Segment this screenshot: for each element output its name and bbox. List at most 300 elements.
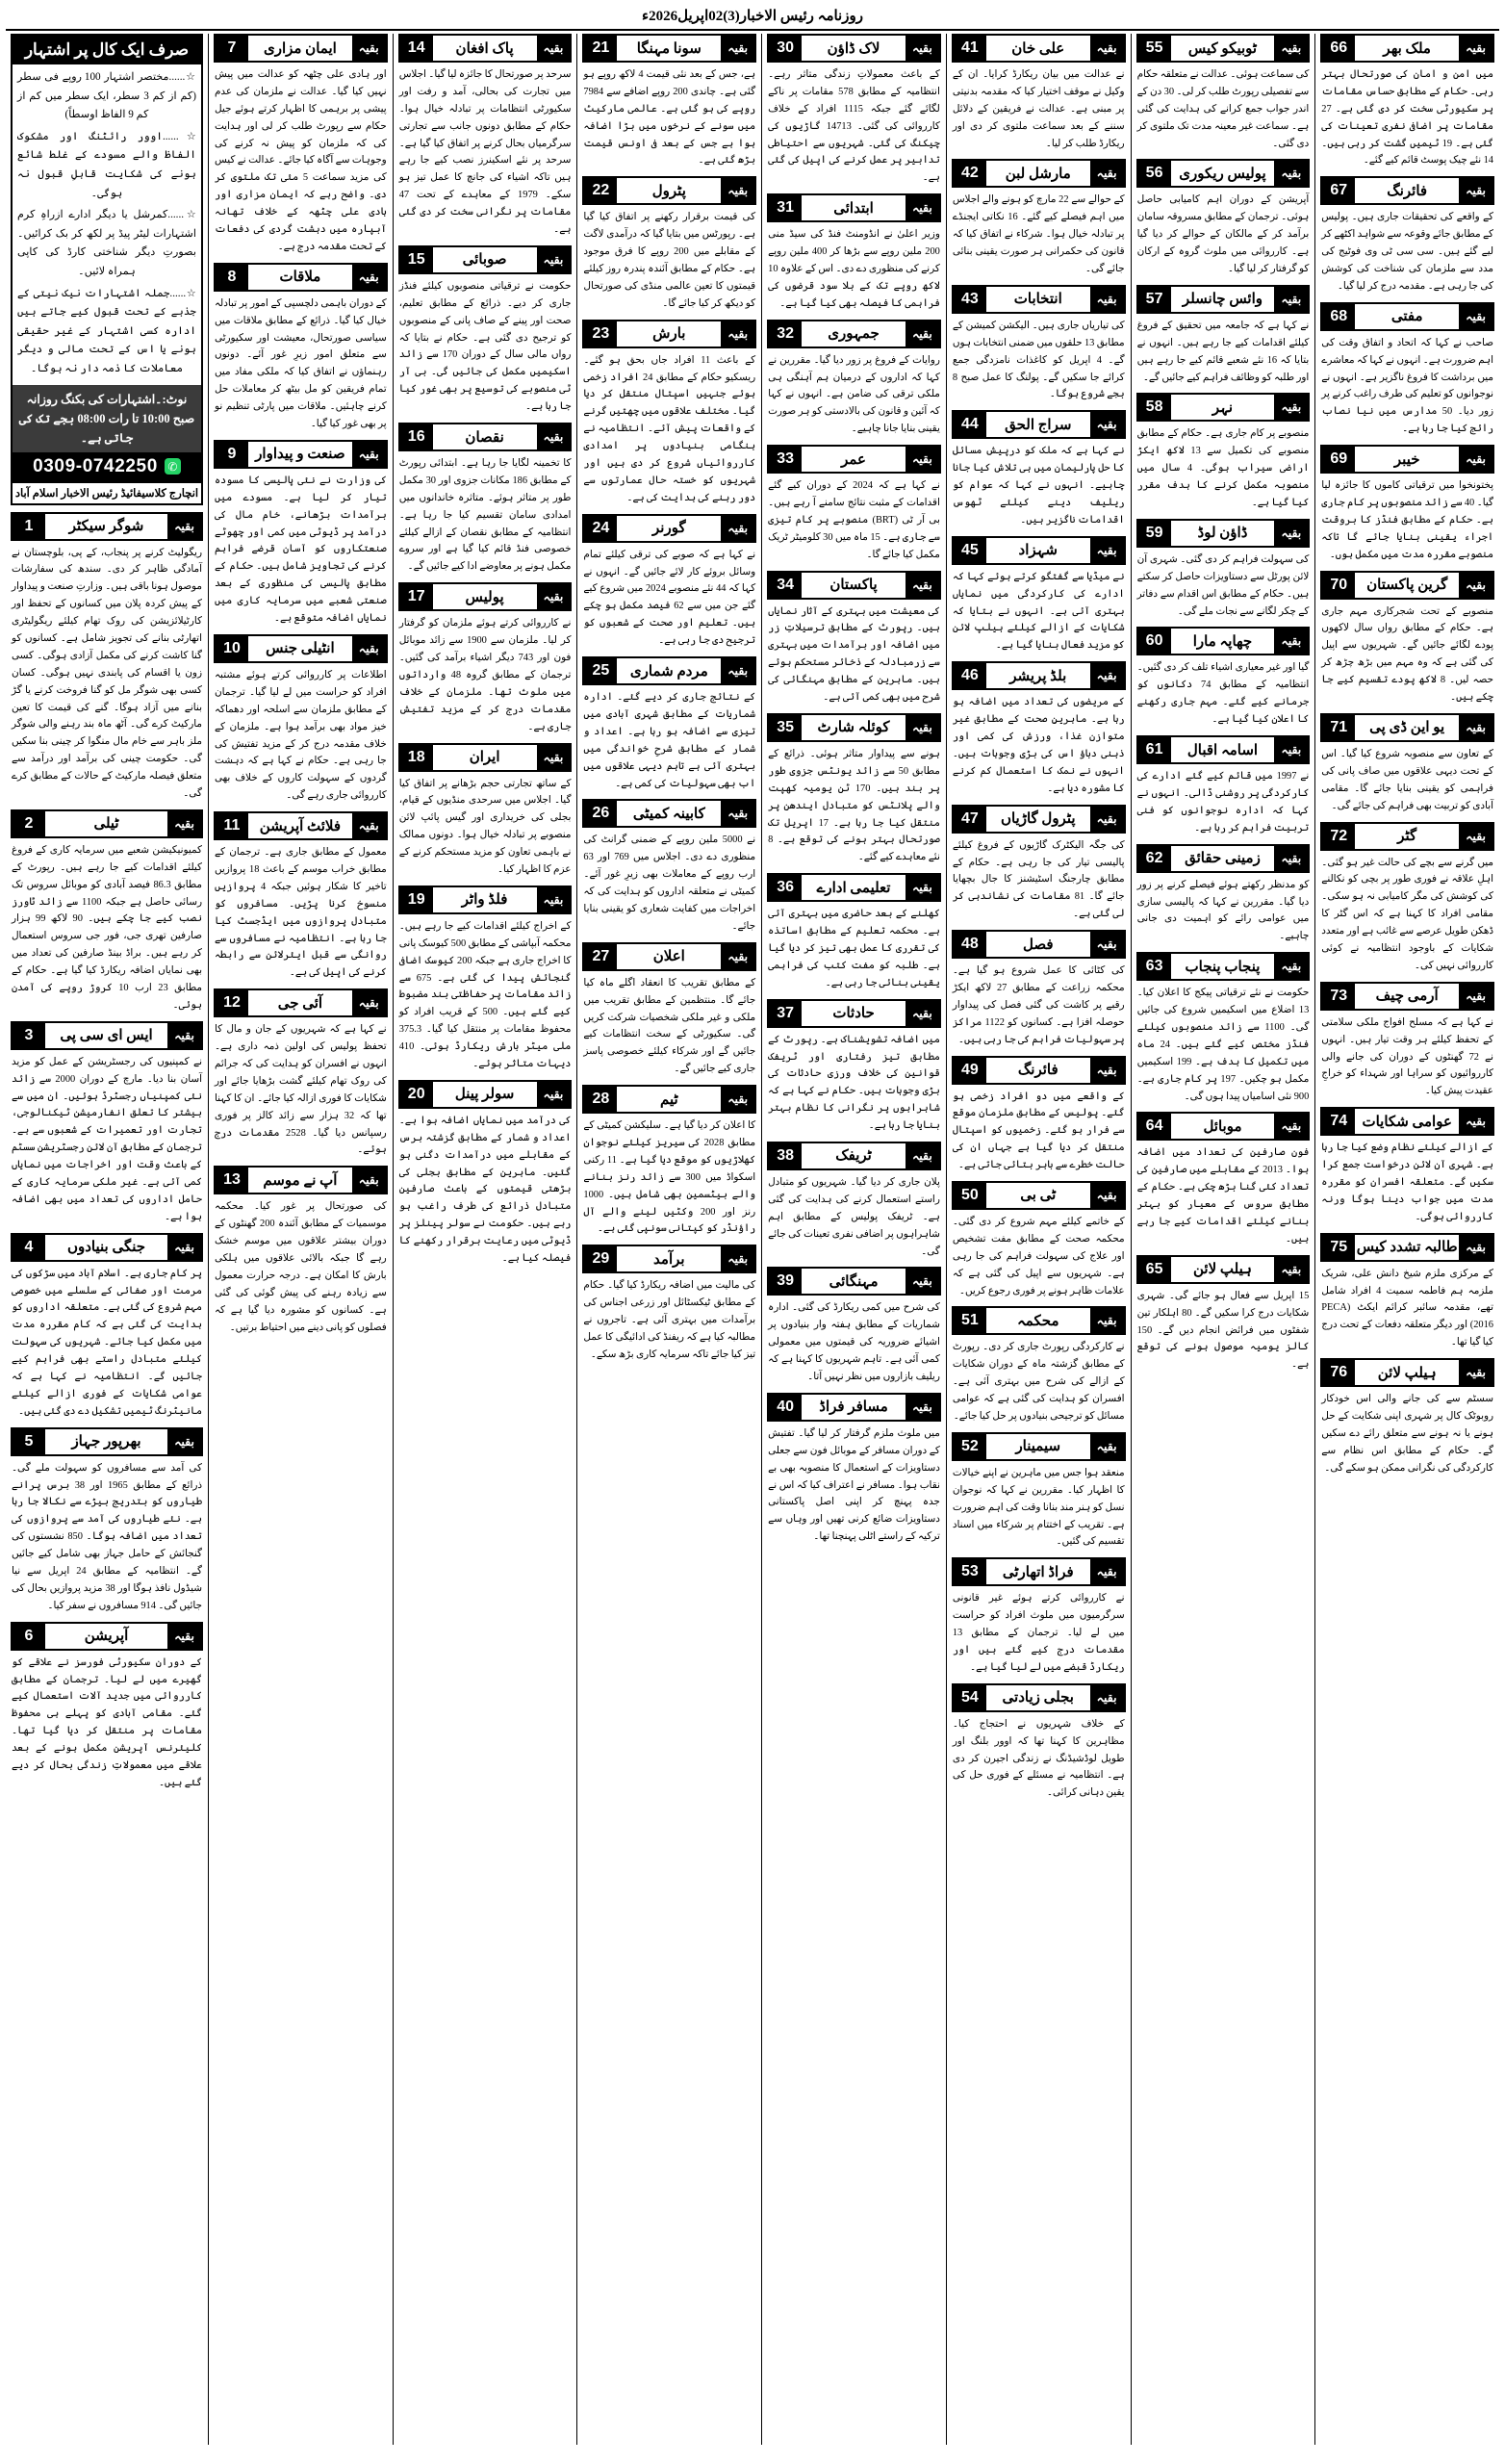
story-body <box>1320 1014 1494 1100</box>
story-body <box>214 295 388 433</box>
story-body <box>214 1021 388 1159</box>
story-body <box>767 66 941 187</box>
story-heading-bar <box>398 245 573 274</box>
story-body <box>11 842 203 1014</box>
story-number: 65 <box>1138 1257 1171 1282</box>
story-title: مردم شماری <box>629 663 708 680</box>
story-paragraph: نے کہا ہے کہ شہریوں کے جان و مال کا تحفظ پولیس کی اولین ذمہ داری ہے۔ انہوں نے افسران کو ہدایت کی کہ جرائم کی روک تھام کیلئے گشت بڑھایا جائے اور شکایات کا فوری ازالہ کیا جائے۔ ان کا کہنا تھا کہ 32 ہزار سے زائد کالز پر فوری رسپانس دیا گیا۔ 2528 مقدمات درج ہوئے۔ <box>214 1024 387 1156</box>
story-paragraph: کے خاتمے کیلئے مہم شروع کر دی گئی۔ محکمہ صحت کے مطابق مفت تشخیص اور علاج کی سہولت فراہم کی جا رہی ہے۔ شہریوں سے اپیل کی گئی ہے کہ علامات ظاہر ہونے پر فوری رجوع کریں۔ <box>952 1216 1125 1296</box>
story-number: 37 <box>769 1001 802 1026</box>
story-title: سیمینار <box>1015 1439 1061 1455</box>
story-title: گورنر <box>652 521 686 537</box>
story-body <box>1136 768 1311 837</box>
story-number: 58 <box>1138 395 1171 420</box>
story-title: بارش <box>652 326 686 343</box>
story-title: ایس ای سی پی <box>60 1028 153 1044</box>
story-title: آرمی چیف <box>1375 988 1439 1005</box>
story-heading-bar <box>1320 1233 1494 1262</box>
story-title: آپ نے موسم <box>263 1172 338 1189</box>
continuation-tag: بقیہ <box>1459 1235 1492 1260</box>
story-paragraph: کی درآمد میں نمایاں اضافہ ہوا ہے۔ اعداد و شمار کے مطابق گزشتہ برس کے مقابلے میں درآمدات دگنی ہو گئیں۔ ماہرین کے مطابق بجلی کی بڑھتی قیمتوں کے باعث صارفین متبادل ذرائع کی طرف راغب ہو رہے ہیں۔ حکومت نے سولر پینلز پر ڈیوٹی میں رعایت برقرار رکھنے کا فیصلہ کیا ہے۔ <box>398 1115 572 1264</box>
continuation-tag: بقیہ <box>1090 161 1124 186</box>
story-body <box>398 455 573 576</box>
story-body <box>582 66 756 169</box>
story-body <box>1136 425 1311 511</box>
continuation-tag: بقیہ <box>167 1429 201 1454</box>
story-paragraph: نے کارروائی کرتے ہوئے غیر قانونی سرگرمیوں میں ملوث افراد کو حراست میں لے لیا۔ ترجمان کے مطابق 13 مقدمات درج کیے گئے ہیں اور ریکارڈ قبضے میں لے لیا گیا ہے۔ <box>952 1593 1125 1673</box>
story-title: وائس چانسلر <box>1182 292 1263 308</box>
continuation-tag: بقیہ <box>721 36 754 61</box>
story-heading-bar <box>582 176 756 205</box>
story-heading-bar <box>952 1306 1126 1335</box>
story-number: 68 <box>1322 304 1355 329</box>
story-heading-bar <box>767 193 941 222</box>
story-body <box>1320 66 1494 169</box>
story-paragraph: کا تخمینہ لگایا جا رہا ہے۔ ابتدائی رپورٹ کے مطابق 186 مکانات جزوی اور 30 مکمل طور پر متاثر ہوئے۔ متاثرہ خاندانوں میں امدادی سامان تقسیم کیا جا رہا ہے۔ انتظامیہ کے مطابق نقصان کے ازالے کیلئے خصوصی فنڈ قائم کیا گیا ہے اور سروے مکمل ہونے پر معاوضے ادا کیے جائیں گے۔ <box>398 458 572 573</box>
story-number: 32 <box>769 321 802 346</box>
continuation-tag: بقیہ <box>721 516 754 541</box>
story-number: 73 <box>1322 984 1355 1009</box>
story-number: 59 <box>1138 521 1171 546</box>
story-heading-bar <box>1136 159 1311 188</box>
story-title: آپریشن <box>84 1629 129 1645</box>
story-body <box>398 776 573 879</box>
story-body <box>1320 335 1494 438</box>
story-paragraph: کی مالیت میں اضافہ ریکارڈ کیا گیا۔ حکام کے مطابق ٹیکسٹائل اور زرعی اجناس کی برآمدات میں بہتری آئی ہے۔ تاجروں نے مطالبہ کیا ہے کہ ریفنڈ کی ادائیگی کا عمل تیز کیا جائے تاکہ سرمایہ کاری بڑھ سکے۔ <box>583 1280 756 1360</box>
advert-term: ☆......جملہ اشتہارات نیک نیتی کے جذبے کے تحت قبول کیے جاتے ہیں ادارہ کسی اشتہار کے غیر حقیقی ہونے یا اس کے تحت مالی و دیگر معاملات کا ذمہ دار نہ ہوگا۔ <box>16 287 196 374</box>
story-number: 8 <box>216 265 248 290</box>
continuation-tag: بقیہ <box>1090 932 1124 957</box>
story-body <box>767 1299 941 1385</box>
story-title: نقصان <box>465 429 504 446</box>
story-title: بجلی زیادتی <box>1002 1690 1074 1707</box>
story-heading-bar <box>398 1080 573 1109</box>
continuation-tag: بقیہ <box>1274 846 1308 871</box>
story-heading-bar <box>952 1683 1126 1712</box>
story-body <box>214 66 388 256</box>
story-body <box>582 209 756 312</box>
story-number: 14 <box>400 36 433 61</box>
story-title: طالبہ تشدد کیس <box>1356 1240 1458 1256</box>
story-paragraph: نے عدالت میں بیان ریکارڈ کرایا۔ ان کے وکیل نے موقف اختیار کیا کہ مقدمہ بدنیتی پر مبنی ہے۔ عدالت نے فریقین کے دلائل سننے کے بعد سماعت ملتوی کر دی اور ریکارڈ طلب کر لیا۔ <box>952 69 1125 149</box>
story-number: 66 <box>1322 36 1355 61</box>
story-title: مفتی <box>1390 309 1423 325</box>
story-paragraph: کی تیاریاں جاری ہیں۔ الیکشن کمیشن کے مطابق 13 حلقوں میں ضمنی انتخابات ہوں گے۔ 4 اپریل کو کاغذات نامزدگی جمع کرائے جا سکیں گے۔ پولنگ کا عمل صبح 8 بجے شروع ہوگا۔ <box>952 320 1125 400</box>
continuation-tag: بقیہ <box>352 442 386 467</box>
story-paragraph: حکومت نے ترقیاتی منصوبوں کیلئے فنڈز جاری کر دیے۔ ذرائع کے مطابق تعلیم، صحت اور پینے کے صاف پانی کے منصوبوں کو ترجیح دی گئی ہے۔ حکام نے بتایا کہ رواں مالی سال کے دوران 170 سے زائد اسکیمیں مکمل کی جائیں گی۔ بی آر ٹی منصوبے کی توسیع پر بھی غور کیا جا رہا ہے۔ <box>398 280 572 413</box>
story-number: 45 <box>954 538 986 563</box>
story-heading-bar <box>1320 176 1494 205</box>
story-heading-bar <box>952 1181 1126 1210</box>
story-number: 62 <box>1138 846 1171 871</box>
story-paragraph: نے 1997 میں قائم کیے گئے ادارے کی کارکردگی پر روشنی ڈالی۔ انہوں نے کہا کہ ادارہ نوجوانوں کو فنی تربیت فراہم کر رہا ہے۔ <box>1136 771 1310 834</box>
story-number: 53 <box>954 1559 986 1584</box>
story-heading-bar <box>1320 302 1494 331</box>
story-paragraph: منصوبے کے تحت شجرکاری مہم جاری ہے۔ حکام کے مطابق رواں سال لاکھوں پودے لگائے جائیں گے۔ شہریوں سے اپیل کی گئی ہے کہ وہ مہم میں بڑھ چڑھ کر حصہ لیں۔ 8 لاکھ پودے تقسیم کیے جا چکے ہیں۔ <box>1321 605 1493 704</box>
story-title: زمینی حقائق <box>1185 851 1261 867</box>
story-heading-bar <box>398 886 573 914</box>
story-heading-bar <box>1320 1107 1494 1136</box>
story-body <box>1320 746 1494 815</box>
story-number: 11 <box>216 813 248 838</box>
story-title: لاک ڈاؤن <box>827 40 880 57</box>
story-paragraph: نے کہا ہے کہ جامعہ میں تحقیق کے فروغ کیلئے اقدامات کیے جا رہے ہیں۔ انہوں نے بتایا کہ 16 نئے شعبے قائم کیے جا رہے ہیں اور طلبہ کو وظائف فراہم کیے جائیں گے۔ <box>1136 320 1310 383</box>
story-body <box>767 603 941 706</box>
story-title: سراج الحق <box>1005 417 1072 433</box>
continuation-tag: بقیہ <box>721 801 754 826</box>
story-title: کابینہ کمیٹی <box>632 806 705 822</box>
story-heading-bar <box>767 713 941 742</box>
story-number: 55 <box>1138 36 1171 61</box>
news-column-5 <box>576 34 761 2445</box>
story-paragraph: ہونے سے پیداوار متاثر ہوئی۔ ذرائع کے مطابق 50 سے زائد یونٹس جزوی طور پر بند ہیں۔ 170 ٹن یومیہ کھپت والے پلانٹس کو متبادل ایندھن پر منتقل کیا جا رہا ہے۔ 17 اپریل تک صورتحال بہتر ہونے کی توقع ہے۔ 8 نئے معاہدے کیے گئے۔ <box>768 748 940 863</box>
story-heading-bar <box>767 320 941 348</box>
story-title: حادثات <box>832 1006 875 1022</box>
story-number: 63 <box>1138 954 1171 979</box>
story-body <box>952 1716 1126 1802</box>
story-number: 39 <box>769 1269 802 1294</box>
story-heading-bar <box>767 999 941 1028</box>
continuation-tag: بقیہ <box>537 887 571 912</box>
story-title: جمہوری <box>828 326 880 343</box>
continuation-tag: بقیہ <box>906 1001 939 1026</box>
story-body <box>952 569 1126 654</box>
story-title: ایران <box>469 750 500 765</box>
story-heading-bar <box>582 34 756 63</box>
continuation-tag: بقیہ <box>1090 412 1124 437</box>
continuation-tag: بقیہ <box>1274 629 1308 654</box>
classified-advert-box <box>11 34 203 505</box>
story-number: 5 <box>13 1429 45 1454</box>
story-title: فلڈ واٹر <box>461 892 508 909</box>
story-heading-bar <box>1320 1358 1494 1387</box>
story-title: محکمہ <box>1017 1313 1059 1329</box>
story-paragraph: کی کٹائی کا عمل شروع ہو گیا ہے۔ محکمہ زراعت کے مطابق 27 لاکھ ایکڑ رقبے پر کاشت کی گئی فصل کی پیداوار حوصلہ افزا ہے۔ کسانوں کو 1122 مراکز پر سہولیات فراہم کی جا رہی ہیں۔ <box>952 965 1125 1045</box>
advert-column <box>6 34 208 2445</box>
story-paragraph: نے 5000 ملین روپے کے ضمنی گرانٹ کی منظوری دے دی۔ اجلاس میں 769 اور 63 ارب روپے کے معاملات بھی زیرِ غور آئے۔ کمیٹی نے متعلقہ اداروں کو ہدایت کی کہ اخراجات میں کفایت شعاری کو یقینی بنایا جائے۔ <box>583 834 756 932</box>
story-paragraph: کے واقعے میں دو افراد زخمی ہو گئے۔ پولیس کے مطابق ملزمان موقع سے فرار ہو گئے۔ زخمیوں کو اسپتال منتقل کر دیا گیا ہے جہاں ان کی حالت خطرے سے باہر بتائی جاتی ہے۔ <box>952 1091 1125 1171</box>
story-body <box>767 352 941 438</box>
story-number: 19 <box>400 887 433 912</box>
continuation-tag: بقیہ <box>721 321 754 346</box>
story-body <box>1136 318 1311 387</box>
story-paragraph: کے خلاف شہریوں نے احتجاج کیا۔ مظاہرین کا کہنا تھا کہ اوور بلنگ اور طویل لوڈشیڈنگ نے زندگی اجیرن کر دی ہے۔ انتظامیہ نے مسئلے کے فوری حل کی یقین دہانی کرائی۔ <box>952 1718 1125 1799</box>
story-number: 36 <box>769 875 802 900</box>
story-heading-bar <box>214 811 388 840</box>
story-paragraph: کی سماعت ہوئی۔ عدالت نے متعلقہ حکام سے تفصیلی رپورٹ طلب کر لی۔ 30 دن کے اندر جواب جمع کرانے کی ہدایت کی گئی ہے۔ سماعت غیر معینہ مدت تک ملتوی کر دی گئی۔ <box>1136 69 1310 149</box>
story-heading-bar <box>11 809 203 838</box>
story-heading-bar <box>767 445 941 474</box>
story-heading-bar <box>398 423 573 451</box>
story-body <box>767 906 941 991</box>
story-body <box>11 545 203 803</box>
continuation-tag: بقیہ <box>1274 954 1308 979</box>
story-number: 2 <box>13 811 45 836</box>
story-paragraph: کے دوران باہمی دلچسپی کے امور پر تبادلہ خیال کیا گیا۔ ذرائع کے مطابق ملاقات میں سیاسی صورتحال، معیشت اور سکیورٹی سے متعلق امور زیرِ غور آئے۔ دونوں رہنماؤں نے اتفاق کیا کہ ملکی مفاد میں تمام فریقین کو مل بیٹھ کر معاملات حل کرنے چاہئیں۔ ملاقات میں پارٹی تنظیم نو پر بھی غور کیا گیا۔ <box>214 297 387 430</box>
story-body <box>952 443 1126 528</box>
story-paragraph: ہے، جس کے بعد نئی قیمت 4 لاکھ روپے ہو گئی ہے۔ چاندی 200 روپے اضافے سے 7984 روپے کی ہو گئی ہے۔ عالمی مارکیٹ میں سونے کے نرخوں میں بڑا اضافہ ہوا ہے جس کے بعد فی اونس قیمت بڑھ گئی ہے۔ <box>583 69 756 167</box>
story-paragraph: گیا اور غیر معیاری اشیاء تلف کر دی گئیں۔ انتظامیہ کے مطابق 74 دکانوں کو جرمانے کیے گئے۔ مہم جاری رکھنے کا اعلان کیا گیا ہے۔ <box>1136 662 1310 726</box>
story-paragraph: سرحد پر صورتحال کا جائزہ لیا گیا۔ اجلاس میں تجارت کی بحالی، آمد و رفت اور سکیورٹی انتظامات پر تبادلہ خیال ہوا۔ حکام کے مطابق دونوں جانب سے تجارتی سرگرمیاں بحال کرنے پر اتفاق کیا گیا ہے۔ سرحد پر نئے اسکینرز نصب کیے جا رہے ہیں تاکہ اشیاء کی جانچ کا عمل تیز ہو سکے۔ 1979 کے معاہدے کے تحت 47 مقامات پر نگرانی سخت کر دی گئی ہے۔ <box>398 69 572 236</box>
story-title: گرین پاکستان <box>1366 578 1448 594</box>
story-number: 18 <box>400 745 433 770</box>
continuation-tag: بقیہ <box>906 321 939 346</box>
story-body <box>952 318 1126 403</box>
story-number: 22 <box>584 178 617 203</box>
story-number: 21 <box>584 36 617 61</box>
continuation-tag: بقیہ <box>1274 395 1308 420</box>
story-body <box>214 1198 388 1336</box>
story-heading-bar <box>1136 285 1311 314</box>
story-paragraph: حکومت نے نئے ترقیاتی پیکج کا اعلان کیا۔ 13 اضلاع میں اسکیمیں شروع کی جائیں گی۔ 1100 سے زائد منصوبوں کیلئے فنڈز مختص کیے گئے ہیں۔ 24 ماہ میں تکمیل کا ہدف ہے۔ 199 اسکیمیں مکمل ہو چکیں۔ 197 پر کام جاری ہے۔ 900 نئی اسامیاں پیدا ہوں گی۔ <box>1136 988 1310 1102</box>
story-number: 9 <box>216 442 248 467</box>
story-title: فصل <box>1022 937 1054 953</box>
story-heading-bar <box>582 656 756 685</box>
story-paragraph: پر کام جاری ہے۔ اسلام آباد میں سڑکوں کی مرمت اور صفائی کے سلسلے میں خصوصی مہم شروع کی گئی ہے۔ متعلقہ اداروں کو ہدایت کی گئی ہے کہ کام مقررہ مدت میں مکمل کیا جائے۔ شہریوں کی سہولت کیلئے متبادل راستے بھی فراہم کیے جائیں گے۔ انتظامیہ نے کہا ہے کہ عوامی شکایات کے فوری ازالے کیلئے مانیٹرنگ ٹیمیں تشکیل دے دی گئی ہیں۔ <box>11 1268 202 1417</box>
story-number: 57 <box>1138 287 1171 312</box>
continuation-tag: بقیہ <box>537 584 571 609</box>
story-body <box>1136 1144 1311 1247</box>
story-number: 40 <box>769 1395 802 1420</box>
advert-term: ☆......اوور رائٹنگ اور مشکوک الفاظ والے مسودے کے غلط شائع ہونے کی شکایت قابلِ قبول نہ ہوگی۔ <box>16 130 196 199</box>
advert-phone-number[interactable]: 0309-0742250 <box>33 455 158 476</box>
continuation-tag: بقیہ <box>721 178 754 203</box>
story-body <box>398 918 573 1073</box>
story-number: 44 <box>954 412 986 437</box>
story-title: عمر <box>841 451 866 468</box>
continuation-tag: بقیہ <box>906 573 939 598</box>
story-heading-bar <box>214 263 388 292</box>
story-title: پاک افغان <box>455 40 514 57</box>
story-heading-bar <box>767 34 941 63</box>
continuation-tag: بقیہ <box>1459 1109 1492 1134</box>
story-title: فلائٹ آپریشن <box>259 818 342 834</box>
story-heading-bar <box>11 1233 203 1262</box>
continuation-tag: بقیہ <box>1459 447 1492 472</box>
continuation-tag: بقیہ <box>352 265 386 290</box>
story-body <box>1136 552 1311 621</box>
story-heading-bar <box>1320 571 1494 600</box>
continuation-tag: بقیہ <box>1459 824 1492 849</box>
story-paragraph: معمول کے مطابق جاری ہے۔ ترجمان کے مطابق خراب موسم کے باعث 18 پروازیں تاخیر کا شکار ہوئیں جبکہ 4 پروازیں منسوخ کرنا پڑیں۔ مسافروں کو متبادل پروازوں میں ایڈجسٹ کیا جا رہا ہے۔ انتظامیہ نے مسافروں سے روانگی سے قبل ایئرلائن سے رابطہ کرنے کی اپیل کی ہے۔ <box>214 847 387 979</box>
story-paragraph: کے نتائج جاری کر دیے گئے۔ ادارہ شماریات کے مطابق شہری آبادی میں تیزی سے اضافہ ہو رہا ہے۔ اعداد و شمار کے مطابق شرحِ خواندگی میں بہتری آئی ہے تاہم دیہی علاقوں میں اب بھی سہولیات کی کمی ہے۔ <box>583 692 756 789</box>
story-number: 64 <box>1138 1114 1171 1139</box>
story-title: پولیس <box>465 589 504 605</box>
story-body <box>767 226 941 312</box>
continuation-tag: بقیہ <box>167 811 201 836</box>
story-paragraph: میں اضافہ تشویشناک ہے۔ رپورٹ کے مطابق تیز رفتاری اور ٹریفک قوانین کی خلاف ورزی حادثات کی بڑی وجوہات ہیں۔ حکام نے کہا ہے کہ شاہراہوں پر نگرانی کا نظام بہتر بنایا جا رہا ہے۔ <box>768 1034 940 1132</box>
story-body <box>398 66 573 239</box>
story-body <box>1320 855 1494 975</box>
story-body <box>952 962 1126 1048</box>
story-title: کوئلہ شارٹ <box>817 720 890 736</box>
continuation-tag: بقیہ <box>352 636 386 661</box>
story-number: 27 <box>584 944 617 969</box>
story-paragraph: نے کارکردگی رپورٹ جاری کر دی۔ رپورٹ کے مطابق گزشتہ ماہ کے دوران شکایات کے ازالے کی شرح میں بہتری آئی ہے۔ افسران کو ہدایت کی گئی ہے کہ عوامی مسائل کو ترجیحی بنیادوں پر حل کیا جائے۔ <box>952 1342 1125 1422</box>
story-title: پٹرول گاڑیاں <box>1000 811 1076 828</box>
continuation-tag: بقیہ <box>721 1087 754 1112</box>
continuation-tag: بقیہ <box>1090 1308 1124 1333</box>
story-title: فائرنگ <box>1387 183 1428 199</box>
story-number: 47 <box>954 807 986 832</box>
story-title: مہنگائی <box>829 1273 879 1290</box>
story-paragraph: کی وزارت نے نئی پالیسی کا مسودہ تیار کر لیا ہے۔ مسودے میں برآمدات بڑھانے، خام مال کی درآمد پر ڈیوٹی میں کمی اور چھوٹے صنعتکاروں کو آسان قرضے فراہم کرنے کی تجاویز شامل ہیں۔ حکام کے مطابق پالیسی کی منظوری کے بعد صنعتی شعبے میں سرمایہ کاری میں نمایاں اضافہ متوقع ہے۔ <box>214 475 387 625</box>
story-heading-bar <box>952 34 1126 63</box>
story-paragraph: وزیر اعلیٰ نے انڈومنٹ فنڈ کی سیڈ منی 200 ملین روپے سے بڑھا کر 400 ملین روپے کرنے کی منظوری دے دی۔ اس کے علاوہ 10 لاکھ روپے تک کے بلا سود قرضوں کی فراہمی کا فیصلہ بھی کیا گیا ہے۔ <box>768 229 940 309</box>
story-number: 30 <box>769 36 802 61</box>
whatsapp-icon: ✆ <box>165 458 181 475</box>
story-body <box>767 477 941 563</box>
story-paragraph: منصوبے پر کام جاری ہے۔ حکام کے مطابق منصوبے کی تکمیل سے 13 لاکھ ایکڑ اراضی سیراب ہوگی۔ 4 سال میں منصوبہ مکمل کرنے کا ہدف مقرر کیا گیا ہے۔ <box>1136 428 1310 509</box>
story-title: مسافر فراڈ <box>819 1399 888 1416</box>
story-number: 43 <box>954 287 986 312</box>
continuation-tag: بقیہ <box>906 36 939 61</box>
story-body <box>952 1339 1126 1424</box>
story-title: اعلان <box>652 949 685 965</box>
story-heading-bar <box>1136 735 1311 764</box>
story-paragraph: صاحب نے کہا کہ اتحاد و اتفاق وقت کی اہم ضرورت ہے۔ انہوں نے کہا کہ معاشرے میں برداشت کا فروغ ناگزیر ہے۔ انہوں نے نوجوانوں کو تعلیم کی طرف راغب کرنے پر زور دیا۔ 50 مدارس میں نیا نصاب رائج کیا جا رہا ہے۔ <box>1321 337 1493 435</box>
story-paragraph: کی آمد سے مسافروں کو سہولت ملے گی۔ ذرائع کے مطابق 1965 اور 38 برس پرانے طیاروں کو بتدریج بیڑے سے نکالا جا رہا ہے۔ نئے طیاروں کی آمد سے پروازوں کی تعداد میں اضافہ ہوگا۔ 850 نشستوں کی گنجائش کے حامل جہاز بھی شامل کیے جائیں گے۔ انتظامیہ کے مطابق 24 اپریل سے نیا شیڈول نافذ ہوگا اور 38 مزید پروازیں بحال کی جائیں گی۔ 914 مسافروں نے سفر کیا۔ <box>11 1462 202 1611</box>
continuation-tag: بقیہ <box>537 1082 571 1107</box>
story-heading-bar <box>952 1432 1126 1461</box>
story-number: 28 <box>584 1087 617 1112</box>
story-number: 56 <box>1138 161 1171 186</box>
story-heading-bar <box>582 1085 756 1114</box>
story-title: پنجاب پنجاب <box>1185 959 1261 975</box>
story-title: بھرپور جہاز <box>71 1434 141 1450</box>
columns-container <box>6 34 1499 2445</box>
continuation-tag: بقیہ <box>721 658 754 683</box>
story-title: تعلیمی ادارے <box>816 880 891 896</box>
story-heading-bar <box>952 285 1126 314</box>
continuation-tag: بقیہ <box>167 1624 201 1649</box>
story-paragraph: نے کارروائی کرتے ہوئے ملزمان کو گرفتار کر لیا۔ ملزمان سے 1900 سے زائد موبائل فون اور 743 دیگر اشیاء برآمد کی گئیں۔ ترجمان کے مطابق گروہ 48 وارداتوں میں ملوث تھا۔ ملزمان کے خلاف مقدمات درج کر کے مزید تفتیش جاری ہے۔ <box>398 618 572 732</box>
story-body <box>1136 1288 1311 1373</box>
story-number: 4 <box>13 1235 45 1260</box>
continuation-tag: بقیہ <box>906 1395 939 1420</box>
story-paragraph: کے مرکزی ملزم شیخ دانش علی، شریک ملزمہ ہم فاطمہ سمیت 4 افراد شامل تھے، مقدمہ سائبر کرائم ایکٹ (PECA 2016) اور دیگر متعلقہ دفعات کے تحت درج کیا گیا تھا۔ <box>1321 1268 1493 1348</box>
story-heading-bar <box>1136 1255 1311 1284</box>
story-number: 38 <box>769 1143 802 1168</box>
news-column-1 <box>1314 34 1499 2445</box>
advert-phone-row[interactable] <box>13 452 201 481</box>
continuation-tag: بقیہ <box>1274 1257 1308 1282</box>
story-body <box>1136 192 1311 277</box>
story-title: ٹریفک <box>835 1148 872 1165</box>
story-paragraph: اطلاعات پر کارروائی کرتے ہوئے مشتبہ افراد کو حراست میں لے لیا گیا۔ ترجمان کے مطابق ملزمان سے اسلحہ اور دھماکہ خیز مواد بھی برآمد ہوا ہے۔ ملزمان کے خلاف مقدمہ درج کر کے مزید تفتیش کی جا رہی ہے۔ حکام نے کہا ہے کہ دہشت گردوں کے سہولت کاروں کے خلاف بھی کارروائی جاری رہے گی۔ <box>214 669 387 802</box>
story-heading-bar <box>214 1166 388 1194</box>
story-heading-bar <box>582 320 756 348</box>
story-number: 24 <box>584 516 617 541</box>
story-body <box>398 278 573 416</box>
continuation-tag: بقیہ <box>1090 1434 1124 1459</box>
continuation-tag: بقیہ <box>352 813 386 838</box>
story-paragraph: نے میڈیا سے گفتگو کرتے ہوئے کہا کہ ادارے کی کارکردگی میں نمایاں بہتری آئی ہے۔ انہوں نے بتایا کہ شکایات کے ازالے کیلئے ہیلپ لائن کو مزید فعال بنایا گیا ہے۔ <box>952 571 1125 652</box>
continuation-tag: بقیہ <box>721 944 754 969</box>
story-paragraph: میں ملوث ملزم گرفتار کر لیا گیا۔ تفتیش کے دوران مسافر کے موبائل فون سے جعلی دستاویزات کے استعمال کا منصوبہ بھی بے نقاب ہوا۔ مسافر نے اعتراف کیا کہ اس نے جدہ پہنچ کر اپنی اصل پاکستانی دستاویزات ضائع کرنی تھیں اور وہاں سے ترکیہ کے راستے اٹلی پہنچنا تھا۔ <box>768 1427 940 1543</box>
story-title: ہیلپ لائن <box>1377 1365 1437 1381</box>
story-number: 12 <box>216 990 248 1015</box>
story-number: 70 <box>1322 573 1355 598</box>
story-number: 7 <box>216 36 248 61</box>
continuation-tag: بقیہ <box>1459 36 1492 61</box>
story-title: سولر پینل <box>454 1087 515 1103</box>
story-title: خیبر <box>1393 451 1420 468</box>
continuation-tag: بقیہ <box>1459 1360 1492 1385</box>
story-body <box>767 746 941 866</box>
story-number: 41 <box>954 36 986 61</box>
story-heading-bar <box>767 1267 941 1296</box>
story-paragraph: نے کہا ہے کہ ملک کو درپیش مسائل کا حل پارلیمان میں ہی تلاش کیا جانا چاہیے۔ انہوں نے کہا کہ عوام کو ریلیف دینے کیلئے ٹھوس اقدامات ناگزیر ہیں۔ <box>952 446 1125 526</box>
story-number: 49 <box>954 1058 986 1083</box>
story-title: برآمد <box>653 1251 685 1268</box>
story-heading-bar <box>582 799 756 828</box>
story-heading-bar <box>1136 34 1311 63</box>
story-paragraph: کو مدنظر رکھتے ہوئے فیصلے کرنے پر زور دیا گیا۔ مقررین نے کہا کہ پالیسی سازی میں عوامی رائے کو اہمیت دی جانی چاہیے۔ <box>1136 879 1310 942</box>
advert-term: ☆......مختصر اشتہار 100 روپے فی سطر (کم از کم 3 سطر، ایک سطر میں کم از کم 9 الفاظ اوسطاً) <box>16 71 196 121</box>
story-title: ہیلپ لائن <box>1193 1262 1252 1278</box>
story-number: 71 <box>1322 715 1355 740</box>
story-heading-bar <box>952 410 1126 439</box>
story-paragraph: کی صورتحال پر غور کیا۔ محکمہ موسمیات کے مطابق آئندہ 200 گھنٹوں کے دوران بیشتر علاقوں میں موسم خشک رہے گا جبکہ بالائی علاقوں میں ہلکی بارش کا امکان ہے۔ درجہ حرارت معمول سے زیادہ رہنے کی پیش گوئی کی گئی ہے۔ کسانوں کو مشورہ دیا گیا ہے کہ فصلوں کو پانی دینے میں احتیاط برتیں۔ <box>214 1201 387 1333</box>
story-body <box>214 667 388 805</box>
continuation-tag: بقیہ <box>1274 287 1308 312</box>
continuation-tag: بقیہ <box>1274 737 1308 762</box>
story-number: 10 <box>216 636 248 661</box>
story-number: 29 <box>584 1246 617 1271</box>
story-body <box>1320 1391 1494 1476</box>
story-title: عوامی شکایات <box>1362 1114 1452 1130</box>
advert-incharge-line: انچارج کلاسیفائیڈ رئیس الاخبار اسلام آباد <box>13 481 201 503</box>
story-paragraph: منعقد ہوا جس میں ماہرین نے اپنے خیالات کا اظہار کیا۔ مقررین نے کہا کہ نوجوان نسل کو ہنر مند بنانا وقت کی اہم ضرورت ہے۔ تقریب کے اختتام پر شرکاء میں اسناد تقسیم کی گئیں۔ <box>952 1467 1125 1548</box>
story-body <box>1320 1266 1494 1351</box>
story-heading-bar <box>1320 713 1494 742</box>
story-number: 23 <box>584 321 617 346</box>
story-number: 74 <box>1322 1109 1355 1134</box>
continuation-tag: بقیہ <box>1090 1058 1124 1083</box>
story-number: 48 <box>954 932 986 957</box>
story-number: 61 <box>1138 737 1171 762</box>
story-heading-bar <box>398 743 573 772</box>
story-paragraph: نے کہا ہے کہ 2024 کے دوران کیے گئے اقدامات کے مثبت نتائج سامنے آ رہے ہیں۔ بی آر ٹی (BRT) منصوبے پر کام تیزی سے جاری ہے۔ 15 ماہ میں 30 کلومیٹر ٹریک مکمل کیا جائے گا۔ <box>768 480 940 560</box>
story-body <box>952 694 1126 797</box>
story-heading-bar <box>767 1142 941 1170</box>
story-title: آئی جی <box>277 995 323 1012</box>
story-title: ڈاؤن لوڈ <box>1197 526 1248 542</box>
story-heading-bar <box>767 1393 941 1422</box>
continuation-tag: بقیہ <box>1274 161 1308 186</box>
story-body <box>582 689 756 792</box>
story-title: ٹوبیکو کیس <box>1187 40 1258 57</box>
story-body <box>1320 209 1494 295</box>
story-number: 31 <box>769 195 802 220</box>
story-heading-bar <box>1136 627 1311 655</box>
continuation-tag: بقیہ <box>1459 573 1492 598</box>
story-body <box>952 192 1126 277</box>
news-column-6 <box>393 34 577 2445</box>
story-heading-bar <box>1136 519 1311 548</box>
story-number: 42 <box>954 161 986 186</box>
story-paragraph: کی معیشت میں بہتری کے آثار نمایاں ہیں۔ رپورٹ کے مطابق ترسیلاتِ زر میں اضافہ اور برآمدات میں بہتری سے زرمبادلہ کے ذخائر مستحکم ہوئے ہیں۔ ماہرین کے مطابق مہنگائی کی شرح میں بھی کمی آئی ہے۔ <box>768 605 940 704</box>
story-number: 20 <box>400 1082 433 1107</box>
story-title: یو این ڈی پی <box>1369 720 1445 736</box>
story-paragraph: نے کہا ہے کہ صوبے کی ترقی کیلئے تمام وسائل بروئے کار لائے جائیں گے۔ انہوں نے کہا کہ 44 نئے منصوبے 2024 میں شروع کیے گئے جن میں سے 62 فیصد مکمل ہو چکے ہیں۔ تعلیم اور صحت کے شعبوں کو ترجیح دی جا رہی ہے۔ <box>583 549 756 647</box>
story-heading-bar <box>398 34 573 63</box>
story-title: شہزاد <box>1018 543 1058 559</box>
story-paragraph: کے اخراج کیلئے اقدامات کیے جا رہے ہیں۔ محکمہ آبپاشی کے مطابق 500 کیوسک پانی کا اخراج جاری ہے جبکہ 200 کیوسک اضافی گنجائش پیدا کی گئی ہے۔ 675 سے زائد مقامات پر حفاظتی بند مضبوط کیے گئے ہیں۔ 500 کے قریب افراد کو محفوظ مقامات پر منتقل کیا گیا۔ 375.3 ملی میٹر بارش ریکارڈ ہوئی۔ 410 دیہات متاثر ہوئے۔ <box>398 920 572 1069</box>
story-title: ٹیلی <box>93 816 119 833</box>
story-number: 3 <box>13 1023 45 1048</box>
